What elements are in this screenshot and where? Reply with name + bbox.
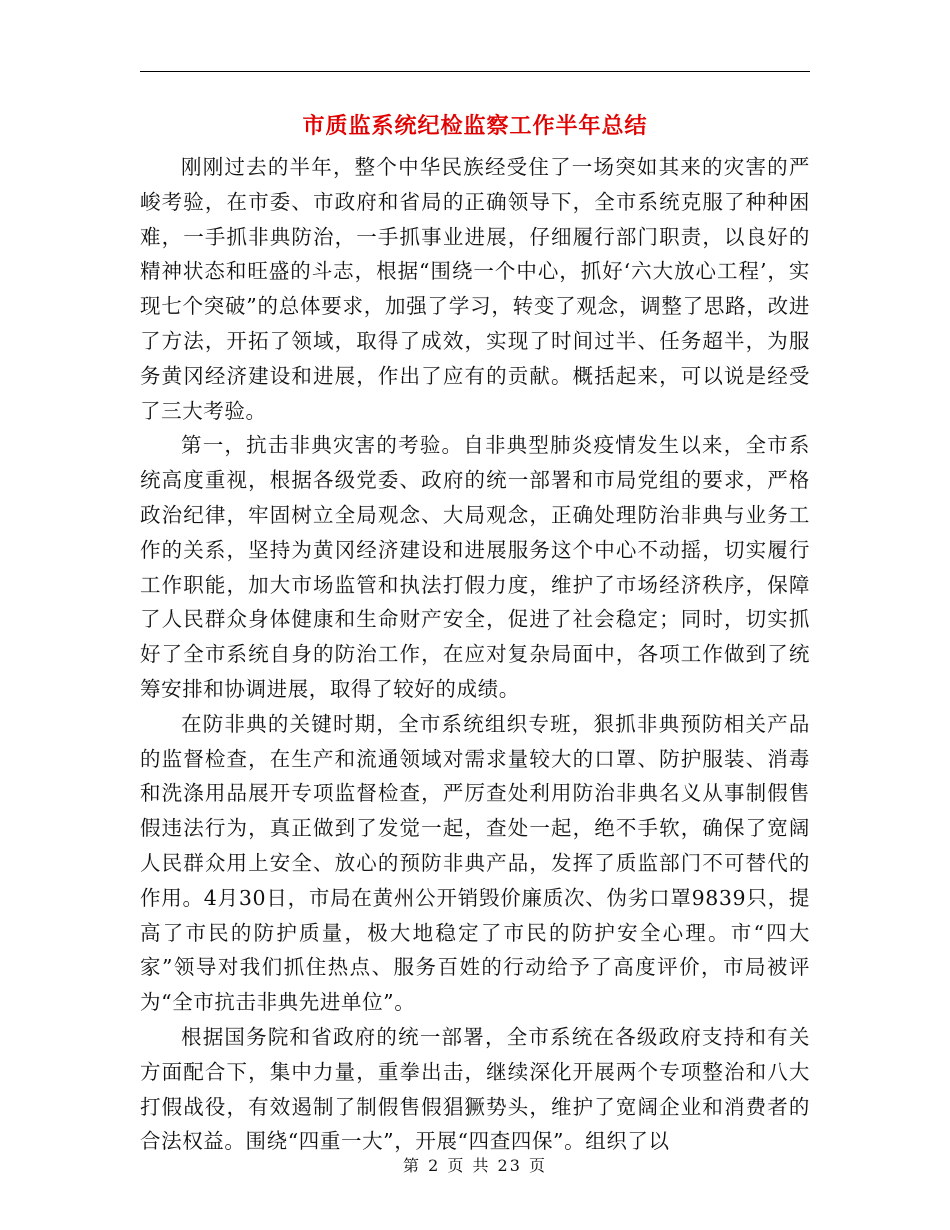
page-number-footer: 第 2 页 共 23 页	[403, 1156, 547, 1175]
paragraph-1: 刚刚过去的半年，整个中华民族经受住了一场突如其来的灾害的严峻考验，在市委、市政府和省局的正确领导下，全市系统克服了种种困难，一手抓非典防治，一手抓事业进展，仔细履行部门职责，以良好的精神状态和旺盛的斗志，根据“围绕一个中心，抓好‘六大放心工程’，实现七个突破”的总体要求，加强了学习，转变了观念，调整了思路，改进了方法，开拓了领域，取得了成效，实现了时间过半、任务超半，为服务黄冈经济建设和进展，作出了应有的贡献。概括起来，可以说是经受了三大考验。	[140, 155, 810, 423]
paragraph-4: 根据国务院和省政府的统一部署，全市系统在各级政府支持和有关方面配合下，集中力量，重拳出击，继续深化开展两个专项整治和八大打假战役，有效遏制了制假售假猖獗势头，维护了宽阔企业和消费者的合法权益。围绕“四重一大”，开展“四查四保”。组织了以	[140, 1024, 810, 1154]
document-title: 市质监系统纪检监察工作半年总结	[302, 113, 648, 139]
document-body	[140, 150, 810, 1159]
header-rule	[140, 71, 810, 72]
paragraph-2: 第一，抗击非典灾害的考验。自非典型肺炎疫情发生以来，全市系统高度重视，根据各级党委、政府的统一部署和市局党组的要求，严格政治纪律，牢固树立全局观念、大局观念，正确处理防治非典与业务工作的关系，坚持为黄冈经济建设和进展服务这个中心不动摇，切实履行工作职能，加大市场监管和执法打假力度，维护了市场经济秩序，保障了人民群众身体健康和生命财产安全，促进了社会稳定；同时，切实抓好了全市系统自身的防治工作，在应对复杂局面中，各项工作做到了统筹安排和协调进展，取得了较好的成绩。	[140, 433, 810, 701]
paragraph-3: 在防非典的关键时期，全市系统组织专班，狠抓非典预防相关产品的监督检查，在生产和流通领域对需求量较大的口罩、防护服装、消毒和洗涤用品展开专项监督检查，严厉查处利用防治非典名义从事制假售假违法行为，真正做到了发觉一起，查处一起，绝不手软，确保了宽阔人民群众用上安全、放心的预防非典产品，发挥了质监部门不可替代的作用。4月30日，市局在黄州公开销毁价廉质次、伪劣口罩9839只，提高了市民的防护质量，极大地稳定了市民的防护安全心理。市“四大家”领导对我们抓住热点、服务百姓的行动给予了高度评价，市局被评为“全市抗击非典先进单位”。	[140, 711, 810, 1015]
